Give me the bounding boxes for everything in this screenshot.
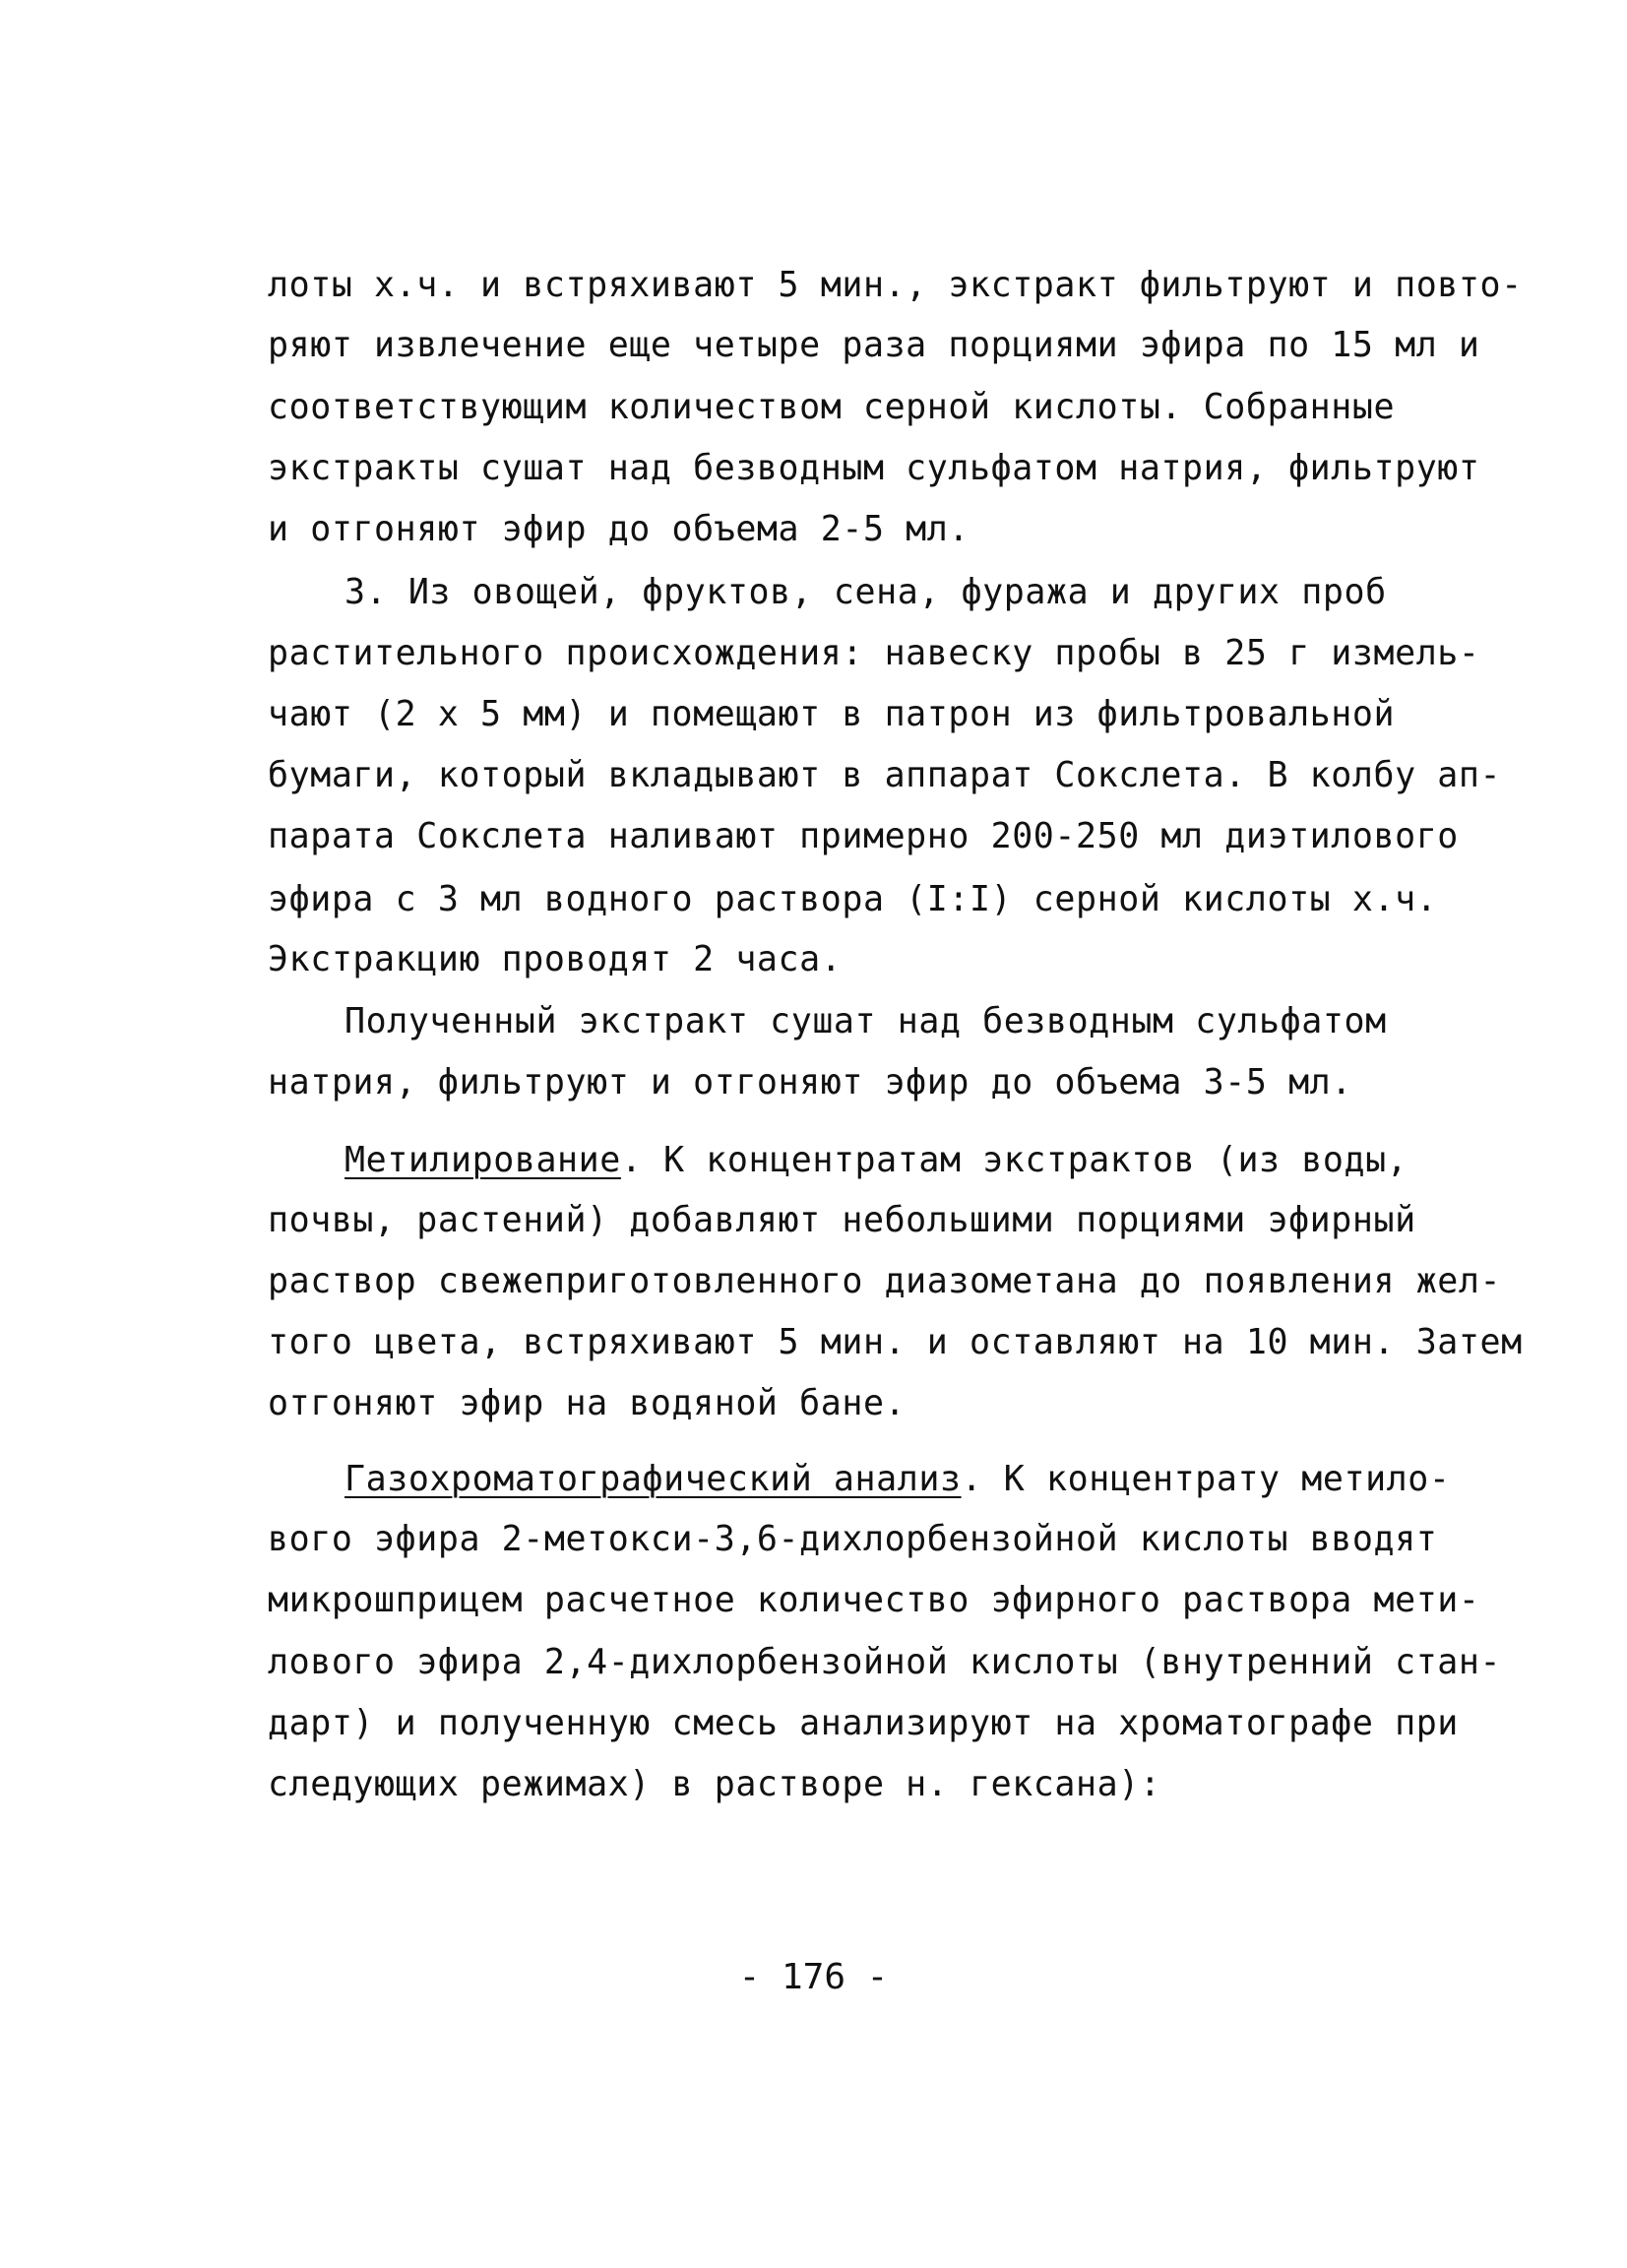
text-line: почвы, растений) добавляют небольшими порциями эфирный [268, 1200, 1416, 1240]
page-number: - 176 - [738, 1957, 889, 1997]
text-line: растительного происхождения: навеску пробы в 25 г измель- [268, 633, 1480, 673]
methylation-paragraph-first-line [344, 1139, 1408, 1182]
text-line: эфира с 3 мл водного раствора (I:I) серной кислоты х.ч. [268, 879, 1438, 919]
text-line: Полученный экстракт сушат над безводным сульфатом [344, 1001, 1387, 1041]
text-line: натрия, фильтруют и отгоняют эфир до объема 3-5 мл. [268, 1062, 1352, 1102]
text-line: вого эфира 2-метокси-3,6-дихлорбензойной кислоты вводят [268, 1519, 1438, 1559]
methylation-first-line-rest: . К концентратам экстрактов (из воды, [620, 1140, 1408, 1180]
text-line: бумаги, который вкладывают в аппарат Сокслета. В колбу ап- [268, 755, 1502, 795]
text-line: отгоняют эфир на водяной бане. [268, 1383, 907, 1423]
text-line: микрошприцем расчетное количество эфирного раствора мети- [268, 1580, 1480, 1620]
text-line: раствор свежеприготовленного диазометана до появления жел- [268, 1261, 1502, 1301]
text-line: 3. Из овощей, фруктов, сена, фуража и других проб [344, 572, 1387, 612]
text-line: дарт) и полученную смесь анализируют на хроматографе при [268, 1703, 1459, 1743]
text-line: лового эфира 2,4-дихлорбензойной кислоты (внутренний стан- [268, 1642, 1502, 1682]
text-line: соответствующим количеством серной кислоты. Собранные [268, 387, 1396, 427]
gc-analysis-paragraph-first-line [344, 1458, 1451, 1501]
text-line: чают (2 х 5 мм) и помещают в патрон из фильтровальной [268, 694, 1396, 734]
text-line: лоты х.ч. и встряхивают 5 мин., экстракт фильтруют и повто- [268, 265, 1523, 305]
text-line: Экстракцию проводят 2 часа. [268, 939, 843, 979]
gc-analysis-first-line-rest: . К концентрату метило- [961, 1459, 1451, 1499]
text-line: и отгоняют эфир до объема 2-5 мл. [268, 509, 970, 549]
text-line: следующих режимах) в растворе н. гексана): [268, 1764, 1161, 1804]
text-line: экстракты сушат над безводным сульфатом натрия, фильтруют [268, 448, 1480, 488]
text-line: того цвета, встряхивают 5 мин. и оставляют на 10 мин. Затем [268, 1322, 1523, 1362]
methylation-heading: Метилирование [344, 1140, 621, 1180]
text-line: парата Сокслета наливают примерно 200-250 мл диэтилового [268, 816, 1459, 856]
text-line: ряют извлечение еще четыре раза порциями эфира по 15 мл и [268, 325, 1480, 365]
gc-analysis-heading: Газохроматографический анализ [344, 1459, 962, 1499]
